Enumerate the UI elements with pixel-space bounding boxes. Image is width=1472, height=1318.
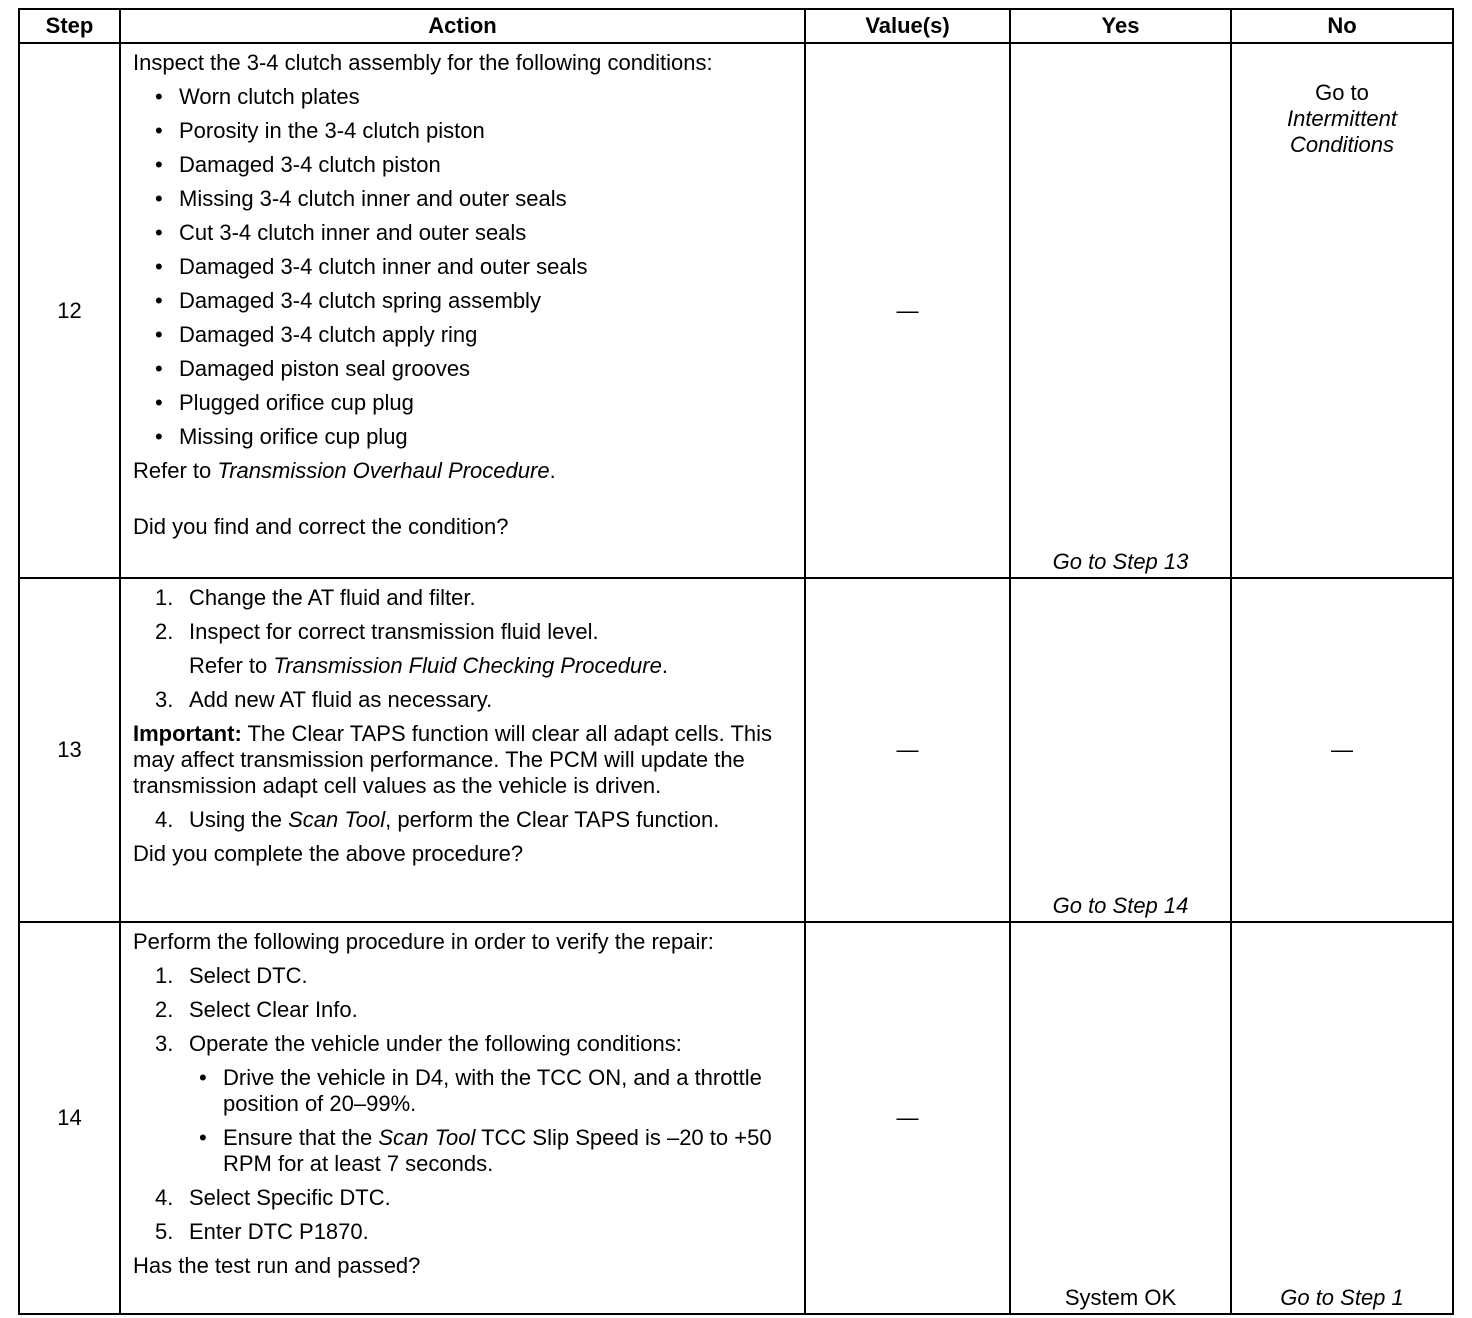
- yes-answer: System OK: [1064, 1285, 1177, 1310]
- table-row-step-13: [19, 578, 1453, 922]
- action-intro: Perform the following procedure in order to verify the repair:: [133, 929, 714, 954]
- list-item: 2. Inspect for correct transmission fluid level.: [155, 619, 599, 644]
- question-text: Did you find and correct the condition?: [133, 514, 509, 539]
- list-item: • Missing orifice cup plug: [155, 424, 408, 449]
- yes-answer: Go to Step 13: [1052, 549, 1189, 574]
- header-action: Action: [120, 9, 805, 43]
- no-cell: [1231, 922, 1453, 1314]
- list-item: 1. Change the AT fluid and filter.: [155, 585, 476, 610]
- list-item: • Damaged 3-4 clutch inner and outer seals: [155, 254, 588, 279]
- header-yes: Yes: [1010, 9, 1231, 43]
- no-answer: Go to Intermittent Conditions: [1286, 80, 1398, 157]
- action-intro: Inspect the 3-4 clutch assembly for the following conditions:: [133, 50, 713, 75]
- yes-answer: Go to Step 14: [1052, 893, 1189, 918]
- value-cell: —: [805, 922, 1010, 1314]
- procedure-reference: Transmission Fluid Checking Procedure: [273, 653, 662, 678]
- list-item: • Plugged orifice cup plug: [155, 390, 414, 415]
- list-item: 5. Enter DTC P1870.: [155, 1219, 369, 1244]
- table-row-step-14: [19, 922, 1453, 1314]
- action-cell: [120, 922, 805, 1314]
- step-number: 12: [19, 43, 120, 578]
- procedure-reference: Transmission Overhaul Procedure: [217, 458, 550, 483]
- header-step: Step: [19, 9, 120, 43]
- diagnostic-table: [18, 8, 1454, 1315]
- list-item: • Ensure that the Scan Tool TCC Slip Speed is –20 to +50 RPM for at least 7 seconds.: [199, 1125, 772, 1176]
- list-item: • Drive the vehicle in D4, with the TCC ON, and a throttle position of 20–99%.: [199, 1065, 762, 1116]
- value-cell: —: [805, 578, 1010, 922]
- list-item: • Damaged 3-4 clutch piston: [155, 152, 441, 177]
- tool-reference: Scan Tool: [288, 807, 386, 832]
- tool-reference: Scan Tool: [378, 1125, 476, 1150]
- header-no: No: [1231, 9, 1453, 43]
- question-text: Has the test run and passed?: [133, 1253, 421, 1278]
- yes-cell: [1010, 578, 1231, 922]
- list-item: • Worn clutch plates: [155, 84, 360, 109]
- question-text: Did you complete the above procedure?: [133, 841, 524, 866]
- list-item: • Porosity in the 3-4 clutch piston: [155, 118, 485, 143]
- list-item: 3. Operate the vehicle under the following conditions:: [155, 1031, 682, 1056]
- no-answer: —: [1331, 737, 1353, 762]
- step-number: 13: [19, 578, 120, 922]
- refer-line: Refer to Transmission Fluid Checking Procedure.: [189, 653, 668, 678]
- yes-cell: [1010, 922, 1231, 1314]
- action-cell: [120, 43, 805, 578]
- action-cell: [120, 578, 805, 922]
- important-note: Important: The Clear TAPS function will clear all adapt cells. This may affect transmission performance. The PCM will update the transmission adapt cell values as the vehicle is driven.: [133, 721, 773, 798]
- header-row: [19, 9, 1453, 43]
- yes-cell: [1010, 43, 1231, 578]
- list-item: 3. Add new AT fluid as necessary.: [155, 687, 493, 712]
- no-cell: [1231, 578, 1453, 922]
- step-number: 14: [19, 922, 120, 1314]
- list-item: 1. Select DTC.: [155, 963, 308, 988]
- value-cell: —: [805, 43, 1010, 578]
- no-cell: [1231, 43, 1453, 578]
- refer-line: Refer to Transmission Overhaul Procedure.: [133, 458, 556, 483]
- list-item: • Damaged 3-4 clutch apply ring: [155, 322, 478, 347]
- no-answer: Go to Step 1: [1280, 1285, 1404, 1310]
- header-values: Value(s): [805, 9, 1010, 43]
- list-item: • Damaged 3-4 clutch spring assembly: [155, 288, 541, 313]
- table-row-step-12: [19, 43, 1453, 578]
- list-item: 4. Select Specific DTC.: [155, 1185, 391, 1210]
- list-item: 4. Using the Scan Tool, perform the Clear TAPS function.: [155, 807, 720, 832]
- list-item: • Damaged piston seal grooves: [155, 356, 471, 381]
- list-item: 2. Select Clear Info.: [155, 997, 358, 1022]
- list-item: • Missing 3-4 clutch inner and outer seals: [155, 186, 567, 211]
- list-item: • Cut 3-4 clutch inner and outer seals: [155, 220, 527, 245]
